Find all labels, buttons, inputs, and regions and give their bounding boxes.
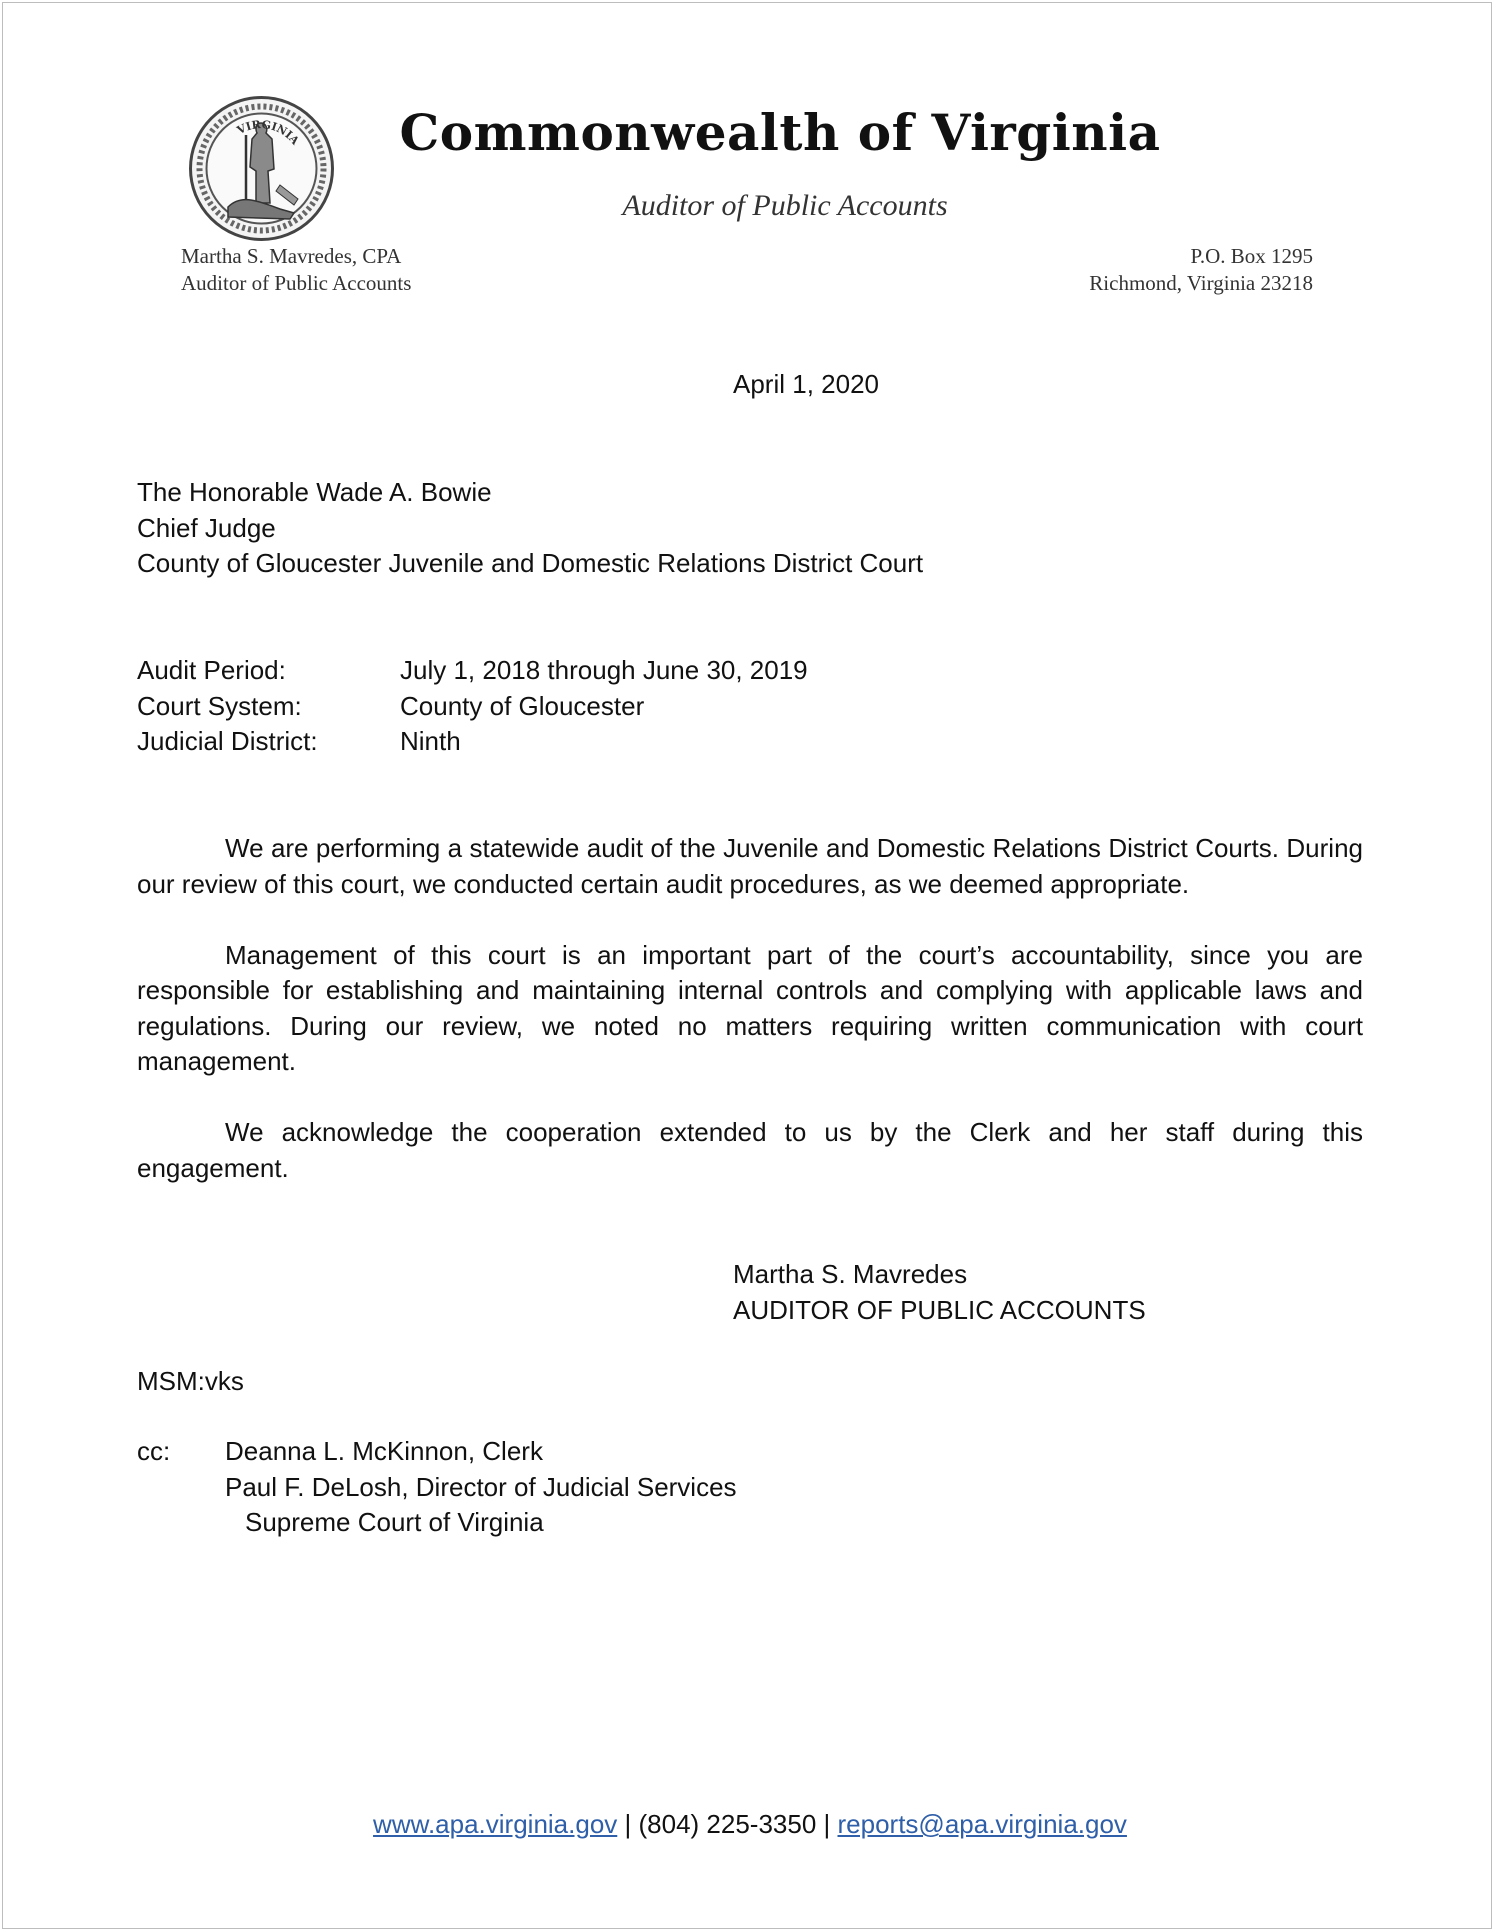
addressee-block <box>137 475 923 582</box>
reference-initials: MSM:vks <box>137 1366 244 1396</box>
cc-recipient: Deanna L. McKinnon, Clerk <box>225 1436 543 1466</box>
seal-text: VIRGINIA <box>234 118 302 148</box>
auditor-name: Martha S. Mavredes, CPA <box>181 244 402 268</box>
footer-separator: | <box>816 1809 838 1839</box>
letter-page <box>2 2 1492 1929</box>
letter-date: April 1, 2020 <box>733 369 879 399</box>
cc-row <box>137 1470 737 1506</box>
po-box: P.O. Box 1295 <box>1190 244 1313 268</box>
meta-value: Ninth <box>400 726 461 756</box>
body-paragraph: We acknowledge the cooperation extended to us by the Clerk and her staff during this engagement. <box>137 1117 1363 1183</box>
letterhead-right-block <box>1089 243 1313 297</box>
phone-number: (804) 225-3350 <box>638 1809 817 1839</box>
addressee-name: The Honorable Wade A. Bowie <box>137 477 492 507</box>
auditor-title: Auditor of Public Accounts <box>181 271 412 295</box>
cc-label: cc: <box>137 1436 171 1466</box>
letterhead-title: Commonwealth of Virginia <box>399 103 1161 162</box>
letterhead-left-block <box>181 243 411 297</box>
meta-row-judicial-district <box>137 724 808 760</box>
signer-name: Martha S. Mavredes <box>733 1259 968 1289</box>
cc-row <box>137 1434 737 1470</box>
body-paragraph: We are performing a statewide audit of the Juvenile and Domestic Relations District Courts. During our review of this court, we conducted certain audit procedures, as we deemed appropriate. <box>137 833 1363 899</box>
email-link[interactable]: reports@apa.virginia.gov <box>837 1809 1127 1839</box>
footer-separator: | <box>617 1809 639 1839</box>
website-link[interactable]: www.apa.virginia.gov <box>373 1809 618 1839</box>
footer <box>3 1809 1494 1840</box>
meta-row-court-system <box>137 689 808 725</box>
signer-title: AUDITOR OF PUBLIC ACCOUNTS <box>733 1294 1146 1325</box>
cc-recipient: Paul F. DeLosh, Director of Judicial Services <box>225 1471 737 1502</box>
cc-recipient-org: Supreme Court of Virginia <box>245 1507 544 1537</box>
meta-label: Audit Period: <box>137 655 286 685</box>
meta-row-audit-period <box>137 653 808 689</box>
addressee-title: Chief Judge <box>137 512 276 543</box>
letter-body <box>137 831 1363 1222</box>
meta-label: Judicial District: <box>137 726 318 756</box>
meta-value: County of Gloucester <box>400 690 645 721</box>
letterhead-subtitle: Auditor of Public Accounts <box>622 189 948 222</box>
addressee-court: County of Gloucester Juvenile and Domestic Relations District Court <box>137 548 924 578</box>
signature-block <box>733 1257 1146 1328</box>
audit-meta <box>137 653 808 760</box>
meta-label: Court System: <box>137 690 302 721</box>
cc-block <box>137 1434 737 1541</box>
city-state-zip: Richmond, Virginia 23218 <box>1089 271 1313 295</box>
body-paragraph: Management of this court is an important part of the court’s accountability, since you are responsible for establishing and maintaining internal controls and complying with applicable laws and regulations. During our review, we noted no matters requiring written communication with court management. <box>137 939 1363 1076</box>
meta-value: July 1, 2018 through June 30, 2019 <box>400 655 808 685</box>
